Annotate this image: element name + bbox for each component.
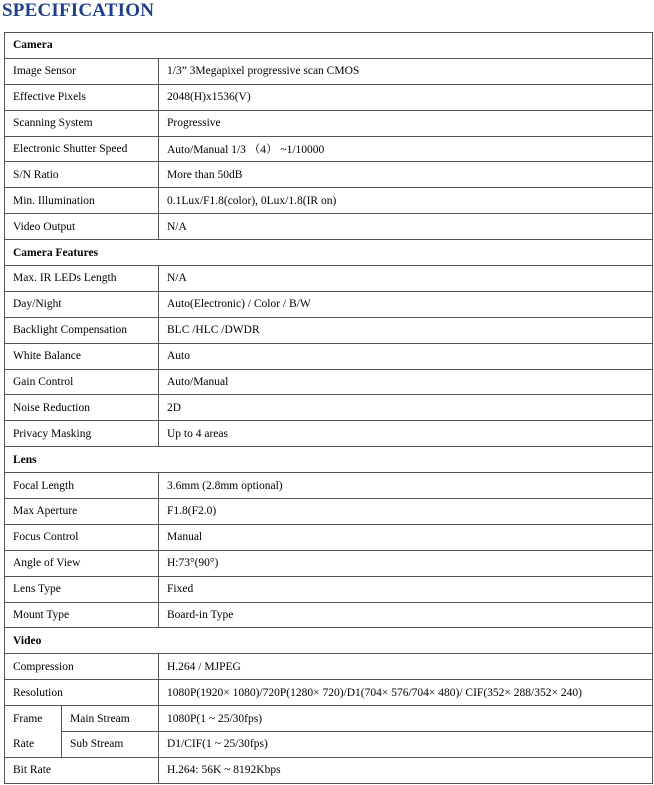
spec-value: More than 50dB	[159, 162, 653, 188]
spec-value: 0.1Lux/F1.8(color), 0Lux/1.8(IR on)	[159, 188, 653, 214]
spec-label: Max. IR LEDs Length	[5, 266, 159, 292]
spec-row	[5, 214, 653, 240]
spec-label: Focal Length	[5, 473, 159, 499]
frame-rate-label-line2: Rate	[13, 737, 35, 750]
spec-label: Focus Control	[5, 524, 159, 550]
sub-stream-label: Sub Stream	[62, 732, 159, 758]
spec-value: Manual	[159, 524, 653, 550]
spec-value: 2048(H)x1536(V)	[159, 84, 653, 110]
spec-row	[5, 473, 653, 499]
spec-value: N/A	[159, 266, 653, 292]
spec-value: 1080P(1920× 1080)/720P(1280× 720)/D1(704× 576/704× 480)/ CIF(352× 288/352× 240)	[159, 680, 653, 706]
spec-label: Scanning System	[5, 110, 159, 136]
spec-value: H.264 / MJPEG	[159, 654, 653, 680]
spec-value: Auto/Manual	[159, 369, 653, 395]
section-row-video	[5, 628, 653, 654]
section-heading-camera-features: Camera Features	[5, 240, 653, 266]
spec-row	[5, 395, 653, 421]
spec-row	[5, 136, 653, 162]
spec-label: Electronic Shutter Speed	[5, 136, 159, 162]
spec-label: Mount Type	[5, 602, 159, 628]
spec-label: White Balance	[5, 343, 159, 369]
spec-row	[5, 266, 653, 292]
section-row-lens	[5, 447, 653, 473]
main-stream-label: Main Stream	[62, 706, 159, 732]
spec-row	[5, 421, 653, 447]
spec-label: S/N Ratio	[5, 162, 159, 188]
spec-value: Board-in Type	[159, 602, 653, 628]
spec-label: Privacy Masking	[5, 421, 159, 447]
spec-value: Auto	[159, 343, 653, 369]
spec-row	[5, 188, 653, 214]
spec-row	[5, 162, 653, 188]
spec-value: H:73°(90°)	[159, 550, 653, 576]
spec-label: Angle of View	[5, 550, 159, 576]
spec-value: Up to 4 areas	[159, 421, 653, 447]
section-heading-video: Video	[5, 628, 653, 654]
spec-row	[5, 343, 653, 369]
spec-row	[5, 680, 653, 706]
spec-row	[5, 369, 653, 395]
spec-label: Resolution	[5, 680, 159, 706]
spec-label: Gain Control	[5, 369, 159, 395]
sub-stream-value: D1/CIF(1 ~ 25/30fps)	[159, 732, 653, 758]
spec-value: Auto(Electronic) / Color / B/W	[159, 291, 653, 317]
spec-value: H.264: 56K ~ 8192Kbps	[159, 757, 653, 783]
frame-rate-label-line1: Frame	[13, 712, 43, 725]
spec-row	[5, 576, 653, 602]
spec-label: Day/Night	[5, 291, 159, 317]
section-heading-camera: Camera	[5, 33, 653, 59]
spec-label: Bit Rate	[5, 757, 159, 783]
spec-row-frame-rate-main	[5, 706, 653, 732]
spec-row	[5, 291, 653, 317]
spec-label: Lens Type	[5, 576, 159, 602]
spec-row	[5, 58, 653, 84]
spec-value: Progressive	[159, 110, 653, 136]
spec-value: Fixed	[159, 576, 653, 602]
section-row-camera	[5, 33, 653, 59]
spec-value: N/A	[159, 214, 653, 240]
spec-label: Max Aperture	[5, 499, 159, 525]
spec-row	[5, 110, 653, 136]
spec-row	[5, 654, 653, 680]
spec-value: 2D	[159, 395, 653, 421]
spec-label: Effective Pixels	[5, 84, 159, 110]
spec-row	[5, 757, 653, 783]
spec-label: Min. Illumination	[5, 188, 159, 214]
spec-value: 3.6mm (2.8mm optional)	[159, 473, 653, 499]
spec-value: 1/3” 3Megapixel progressive scan CMOS	[159, 58, 653, 84]
spec-row	[5, 84, 653, 110]
spec-row	[5, 524, 653, 550]
main-stream-value: 1080P(1 ~ 25/30fps)	[159, 706, 653, 732]
section-heading-lens: Lens	[5, 447, 653, 473]
spec-row	[5, 602, 653, 628]
frame-rate-label	[5, 706, 62, 758]
spec-label: Compression	[5, 654, 159, 680]
spec-row-frame-rate-sub	[5, 732, 653, 758]
page-title: SPECIFICATION	[2, 0, 155, 21]
spec-row	[5, 499, 653, 525]
specification-table	[4, 32, 653, 784]
spec-value: BLC /HLC /DWDR	[159, 317, 653, 343]
spec-value: F1.8(F2.0)	[159, 499, 653, 525]
spec-label: Noise Reduction	[5, 395, 159, 421]
spec-label: Backlight Compensation	[5, 317, 159, 343]
spec-label: Video Output	[5, 214, 159, 240]
spec-row	[5, 550, 653, 576]
spec-label: Image Sensor	[5, 58, 159, 84]
section-row-camera-features	[5, 240, 653, 266]
spec-row	[5, 317, 653, 343]
spec-value: Auto/Manual 1/3 （4） ~1/10000	[159, 136, 653, 162]
